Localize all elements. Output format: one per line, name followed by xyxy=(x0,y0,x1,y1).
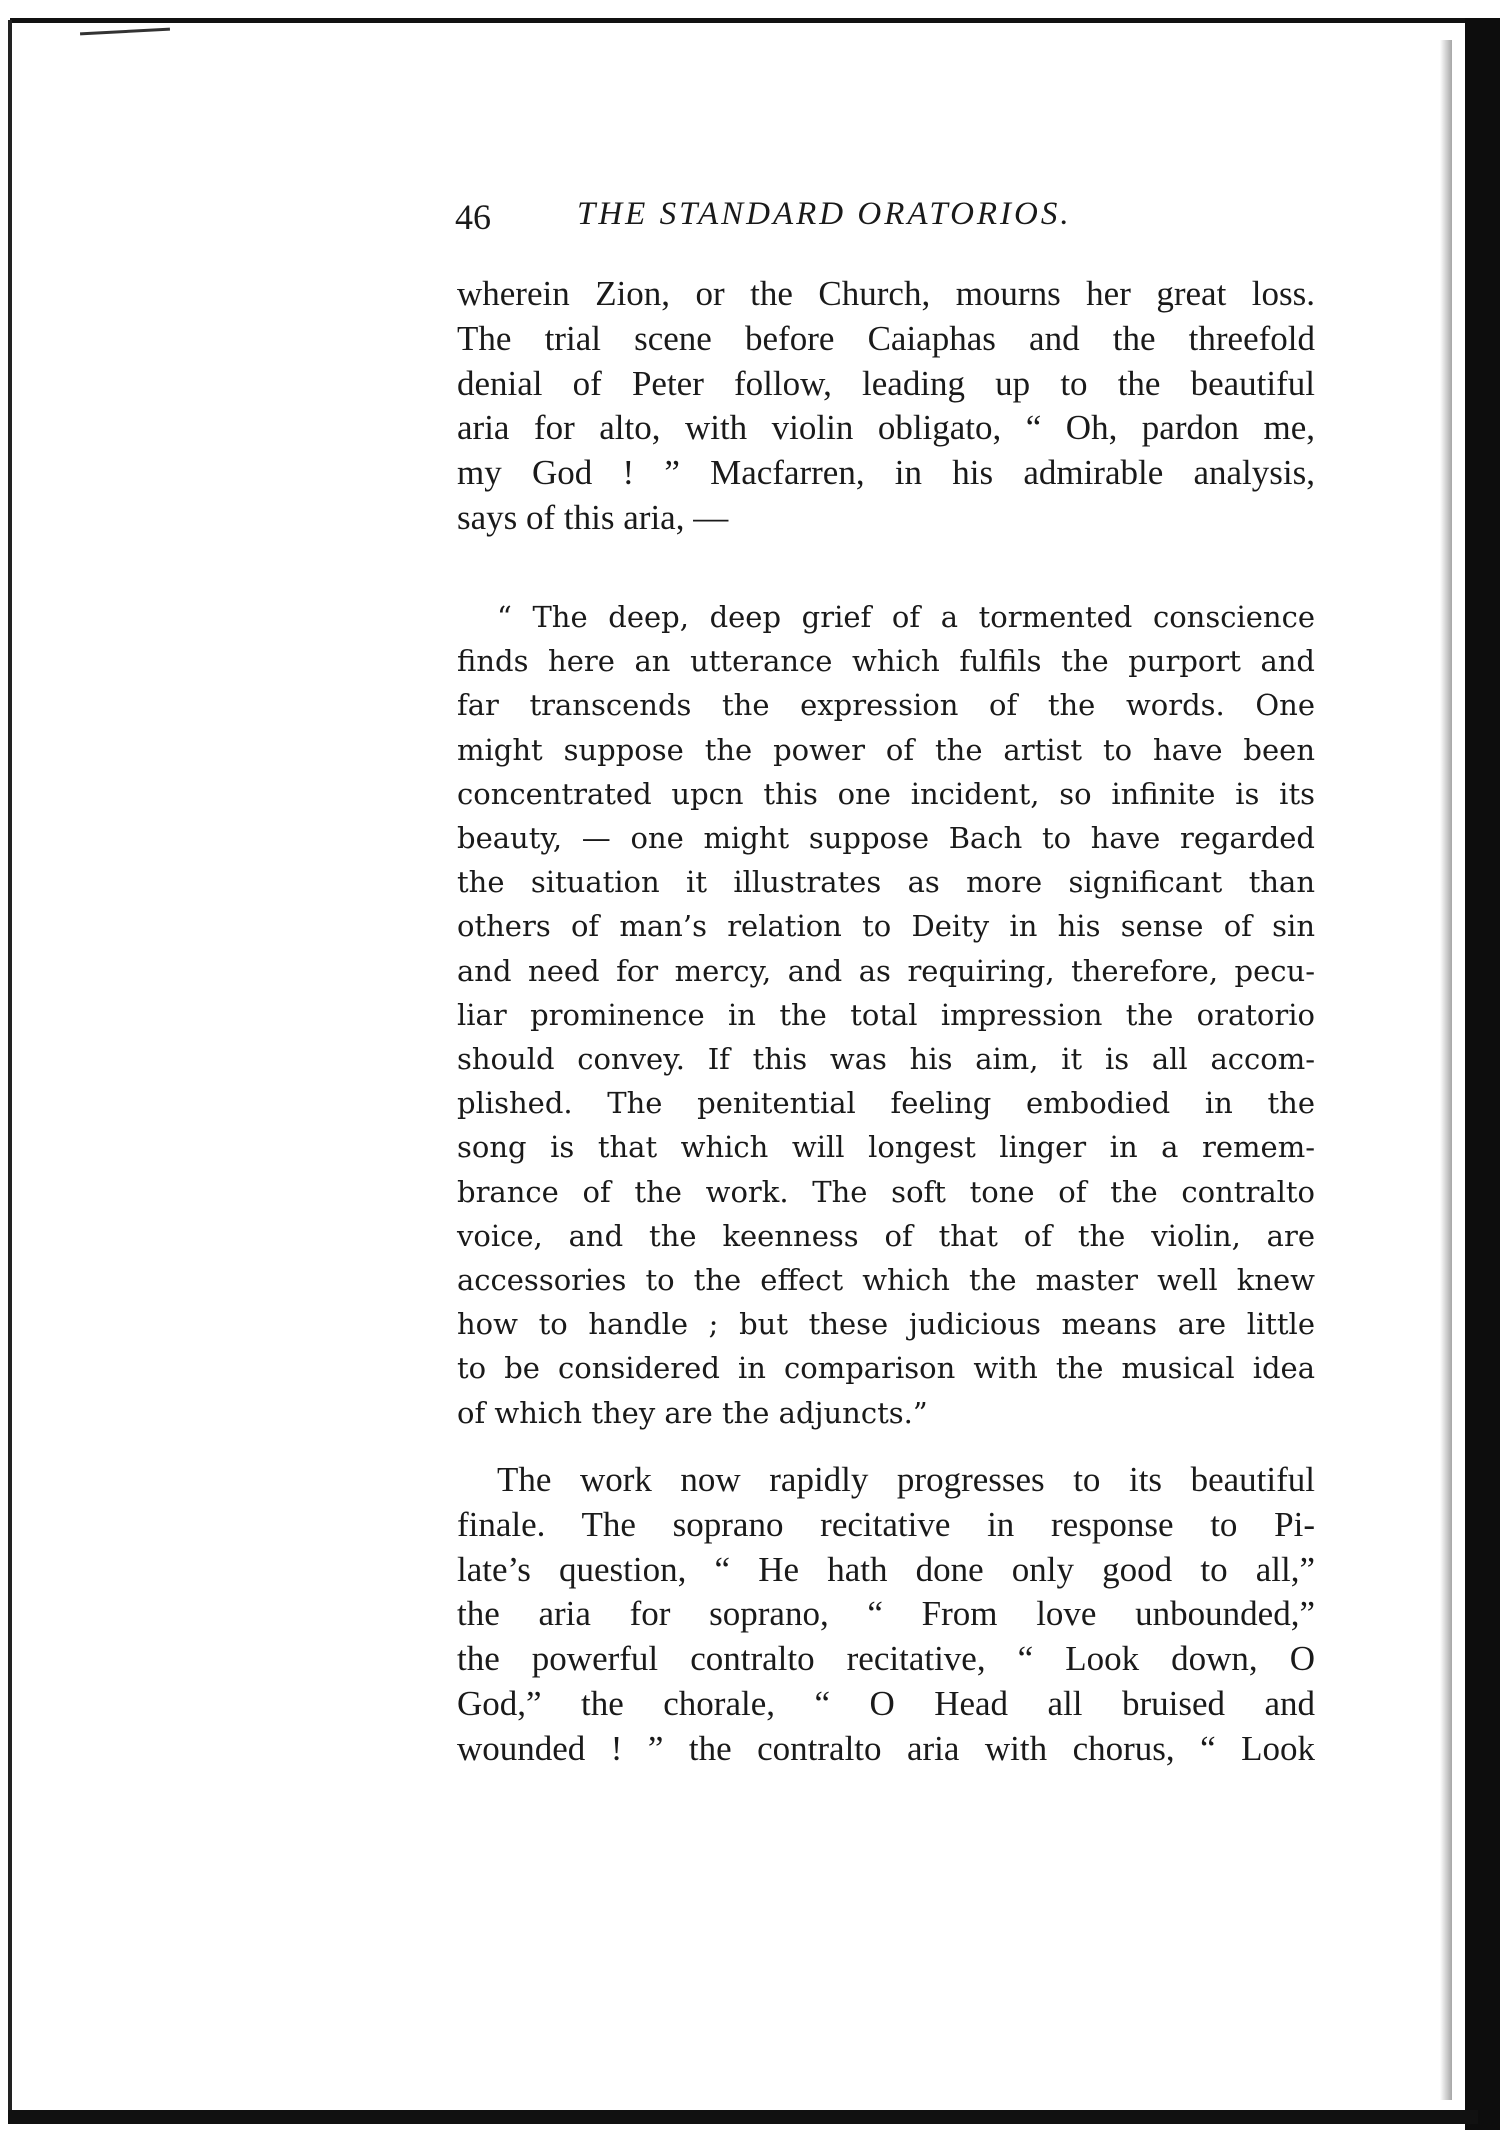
text-line: The trial scene before Caiaphas and the threefold xyxy=(457,318,1315,358)
block-quote xyxy=(457,595,1315,1435)
text-line: The work now rapidly progresses to its beautiful xyxy=(497,1460,1315,1499)
quote-line: “ The deep, deep grief of a tormented conscience xyxy=(497,600,1315,634)
quote-line: and need for mercy, and as requiring, therefore, pecu- xyxy=(457,953,1315,988)
quote-line: might suppose the power of the artist to have been xyxy=(457,732,1315,767)
scan-border-right xyxy=(1465,18,1500,2130)
quote-line: to be considered in comparison with the musical idea xyxy=(457,1351,1315,1386)
text-line: denial of Peter follow, leading up to the beautiful xyxy=(457,363,1315,403)
text-line: wounded ! ” the contralto aria with chorus, “ Look xyxy=(457,1728,1315,1768)
paragraph-1 xyxy=(457,272,1315,541)
text-line: wherein Zion, or the Church, mourns her great loss. xyxy=(457,274,1315,313)
scan-border-bottom xyxy=(8,2110,1478,2124)
text-line: the powerful contralto recitative, “ Look down, O xyxy=(457,1639,1315,1679)
quote-line: liar prominence in the total impression the oratorio xyxy=(457,997,1315,1032)
page-number: 46 xyxy=(455,197,491,237)
scan-mark xyxy=(80,28,170,36)
text-line: God,” the chorale, “ O Head all bruised and xyxy=(457,1683,1315,1723)
quote-line: others of man’s relation to Deity in his sense of sin xyxy=(457,909,1315,944)
quote-line: concentrated upcn this one incident, so infinite is its xyxy=(457,776,1315,811)
running-title: THE STANDARD ORATORIOS. xyxy=(577,196,1072,232)
text-line: the aria for soprano, “ From love unbounded,” xyxy=(457,1594,1315,1634)
quote-line: song is that which will longest linger in a remem- xyxy=(457,1130,1315,1165)
page-header xyxy=(455,196,1315,246)
quote-line: far transcends the expression of the words. One xyxy=(457,688,1315,723)
quote-line: should convey. If this was his aim, it is all accom- xyxy=(457,1042,1315,1077)
quote-line: how to handle ; but these judicious means are little xyxy=(457,1307,1315,1342)
text-line: says of this aria, — xyxy=(457,497,729,537)
text-line: my God ! ” Macfarren, in his admirable analysis, xyxy=(457,453,1315,493)
scan-border-top xyxy=(10,18,1470,23)
quote-line: the situation it illustrates as more significant than xyxy=(457,865,1315,900)
scan-border-left xyxy=(8,20,12,2115)
quote-line: plished. The penitential feeling embodied in the xyxy=(457,1086,1315,1121)
text-line: finale. The soprano recitative in response to Pi- xyxy=(457,1504,1315,1544)
text-line: aria for alto, with violin obligato, “ Oh, pardon me, xyxy=(457,408,1315,448)
quote-line: accessories to the effect which the master well knew xyxy=(457,1263,1315,1298)
page-shadow xyxy=(1440,40,1452,2100)
text-line: late’s question, “ He hath done only good to all,” xyxy=(457,1549,1315,1589)
quote-line: voice, and the keenness of that of the violin, are xyxy=(457,1218,1315,1253)
quote-line: of which they are the adjuncts.” xyxy=(457,1395,928,1430)
quote-line: beauty, — one might suppose Bach to have regarded xyxy=(457,821,1315,856)
quote-line: brance of the work. The soft tone of the contralto xyxy=(457,1174,1315,1209)
quote-line: finds here an utterance which fulfils the purport and xyxy=(457,644,1315,679)
paragraph-2 xyxy=(457,1458,1315,1772)
